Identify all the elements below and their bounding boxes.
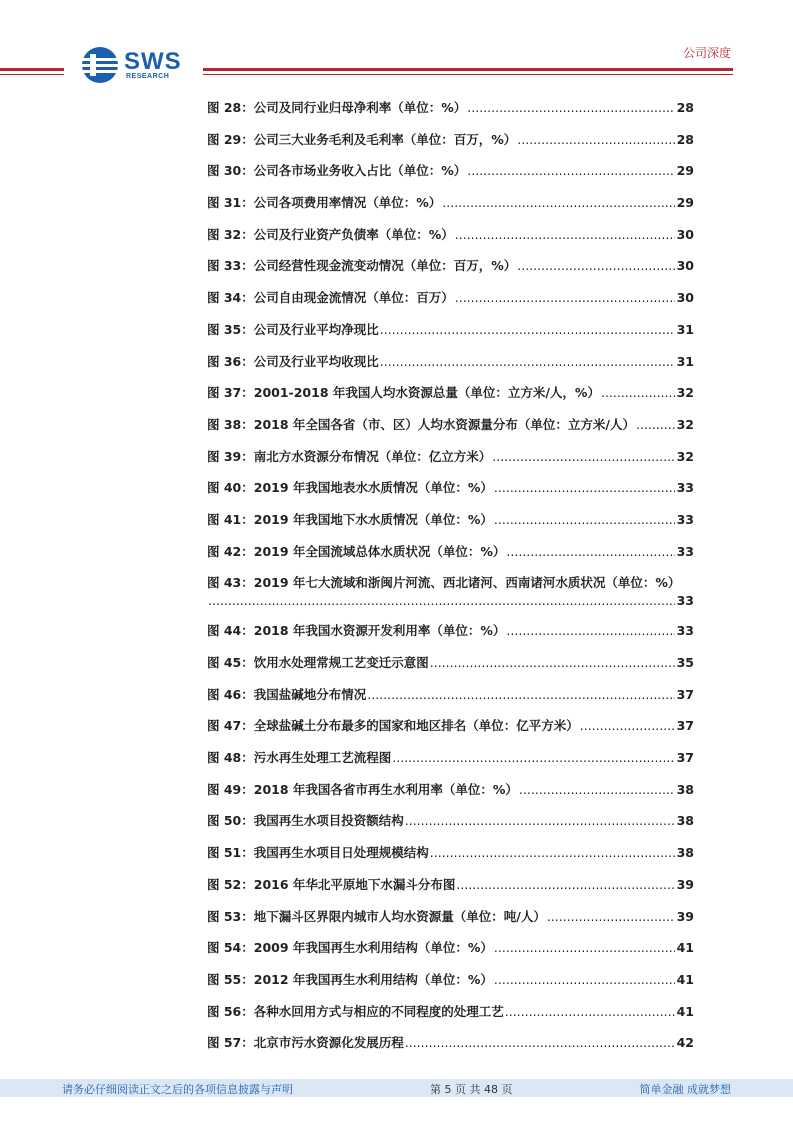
toc-entry-label: 图 37：2001-2018 年我国人均水资源总量（单位：立方米/人，%） bbox=[207, 385, 600, 401]
toc-entry-label: 图 30：公司各市场业务收入占比（单位：%） bbox=[207, 163, 467, 179]
toc-entry-page: 29 bbox=[676, 195, 694, 211]
toc-entry-label: 图 28：公司及同行业归母净利率（单位：%） bbox=[207, 100, 467, 115]
toc-entry[interactable] bbox=[207, 320, 694, 352]
toc-entry[interactable] bbox=[207, 1033, 694, 1065]
toc-entry-page: 39 bbox=[676, 908, 694, 924]
toc-entry-label: 图 35：公司及行业平均净现比 bbox=[207, 321, 379, 337]
toc-entry-page: 33 bbox=[676, 623, 694, 639]
toc-leader-dots bbox=[506, 623, 674, 638]
toc-leader-dots bbox=[405, 1035, 675, 1050]
toc-entry-page: 39 bbox=[676, 876, 694, 892]
header-rule-left bbox=[0, 68, 64, 71]
toc-entry[interactable] bbox=[207, 415, 694, 447]
toc-leader-dots bbox=[380, 322, 675, 337]
logo-text: SWS bbox=[124, 48, 182, 75]
toc-entry[interactable] bbox=[207, 843, 694, 875]
toc-entry-label: 图 33：公司经营性现金流变动情况（单位：百万，%） bbox=[207, 258, 517, 274]
toc-entry[interactable] bbox=[207, 875, 694, 907]
toc-entry-page: 41 bbox=[676, 940, 694, 956]
toc-entry-label: 图 48：污水再生处理工艺流程图 bbox=[207, 750, 392, 766]
toc-entry[interactable] bbox=[207, 193, 694, 225]
toc-entry-page: 38 bbox=[676, 845, 694, 861]
toc-entry-page: 33 bbox=[676, 593, 694, 609]
toc-entry-page: 33 bbox=[676, 543, 694, 559]
toc-entry-page: 32 bbox=[676, 416, 694, 432]
toc-entry[interactable] bbox=[207, 621, 694, 653]
toc-leader-dots bbox=[580, 718, 675, 733]
toc-entry-page: 33 bbox=[676, 511, 694, 527]
toc-leader-dots bbox=[601, 385, 675, 400]
toc-entry[interactable] bbox=[207, 780, 694, 812]
toc-entry-label: 图 43：2019 年七大流域和浙闽片河流、西北诸河、西南诸河水质状况（单位：%） bbox=[207, 575, 681, 591]
toc-entry-label: 图 50：我国再生水项目投资额结构 bbox=[207, 813, 404, 829]
header-rule-right-thin bbox=[203, 74, 733, 75]
toc-leader-dots bbox=[380, 354, 675, 369]
header-rule-right bbox=[203, 68, 733, 71]
toc-entry-page: 37 bbox=[676, 718, 694, 734]
toc-leader-dots bbox=[456, 877, 674, 892]
toc-leader-dots bbox=[547, 909, 675, 924]
toc-leader-dots bbox=[455, 290, 675, 305]
toc-entry-label: 图 42：2019 年全国流域总体水质状况（单位：%） bbox=[207, 543, 506, 559]
toc-entry[interactable] bbox=[207, 510, 694, 542]
toc-entry-label: 图 40：2019 年我国地表水水质情况（单位：%） bbox=[207, 480, 493, 496]
toc-entry[interactable] bbox=[207, 716, 694, 748]
toc-entry-label: 图 52：2016 年华北平原地下水漏斗分布图 bbox=[207, 876, 456, 892]
toc-entry-page: 41 bbox=[676, 971, 694, 987]
toc-entry-label: 图 41：2019 年我国地下水水质情况（单位：%） bbox=[207, 511, 493, 527]
toc-entry-label: 图 32：公司及行业资产负债率（单位：%） bbox=[207, 226, 454, 242]
toc-leader-dots bbox=[494, 972, 675, 987]
toc-entry-page: 35 bbox=[676, 655, 694, 670]
toc-entry-label: 图 45：饮用水处理常规工艺变迁示意图 bbox=[207, 655, 429, 670]
toc-leader-dots bbox=[506, 544, 674, 559]
toc-entry-label: 图 47：全球盐碱土分布最多的国家和地区排名（单位：亿平方米） bbox=[207, 718, 579, 734]
toc-leader-dots bbox=[208, 593, 675, 608]
toc-entry-page: 38 bbox=[676, 813, 694, 829]
toc-entry[interactable] bbox=[207, 938, 694, 970]
toc-entry-page: 29 bbox=[676, 163, 694, 179]
sws-logo-icon bbox=[80, 45, 120, 85]
toc-entry-label: 图 53：地下漏斗区界限内城市人均水资源量（单位：吨/人） bbox=[207, 908, 546, 924]
toc-entry-label: 图 46：我国盐碱地分布情况 bbox=[207, 686, 367, 702]
toc-entry[interactable] bbox=[207, 811, 694, 843]
toc-entry[interactable] bbox=[207, 478, 694, 510]
toc-entry[interactable] bbox=[207, 653, 694, 685]
toc-leader-dots bbox=[467, 163, 674, 178]
sws-logo bbox=[80, 45, 200, 85]
toc-entry[interactable] bbox=[207, 225, 694, 257]
toc-entry[interactable] bbox=[207, 542, 694, 574]
toc-entry[interactable] bbox=[207, 98, 694, 130]
toc-entry[interactable] bbox=[207, 383, 694, 415]
toc-entry[interactable] bbox=[207, 685, 694, 717]
toc-entry-page: 32 bbox=[676, 385, 694, 401]
toc-entry-label: 图 44：2018 年我国水资源开发利用率（单位：%） bbox=[207, 623, 506, 639]
section-label: 公司深度 bbox=[682, 46, 731, 60]
toc-leader-dots bbox=[517, 132, 674, 147]
toc-leader-dots bbox=[392, 750, 674, 765]
toc-entry-label: 图 39：南北方水资源分布情况（单位：亿立方米） bbox=[207, 448, 492, 464]
toc-leader-dots bbox=[494, 940, 675, 955]
toc-entry-page: 41 bbox=[676, 1003, 694, 1019]
toc-leader-dots bbox=[430, 655, 675, 670]
toc-leader-dots bbox=[430, 845, 675, 860]
toc-entry-label: 图 38：2018 年全国各省（市、区）人均水资源量分布（单位：立方米/人） bbox=[207, 416, 635, 432]
toc-entry-label: 图 34：公司自由现金流情况（单位：百万） bbox=[207, 290, 454, 306]
toc-entry[interactable] bbox=[207, 130, 694, 162]
toc-leader-dots bbox=[494, 512, 675, 527]
toc-entry-page: 30 bbox=[676, 258, 694, 274]
toc-leader-dots bbox=[367, 687, 674, 702]
toc-leader-dots bbox=[467, 100, 674, 115]
footer-page-info: 第 5 页 共 48 页 bbox=[430, 1083, 513, 1096]
toc-entry-label: 图 29：公司三大业务毛利及毛利率（单位：百万，%） bbox=[207, 131, 517, 147]
toc-entry[interactable] bbox=[207, 256, 694, 288]
logo-subtext: RESEARCH bbox=[126, 73, 170, 80]
toc-entry[interactable] bbox=[207, 748, 694, 780]
toc-leader-dots bbox=[505, 1004, 675, 1019]
footer-disclaimer: 请务必仔细阅读正文之后的各项信息披露与声明 bbox=[62, 1083, 293, 1096]
toc-entry[interactable] bbox=[207, 907, 694, 939]
toc-entry-label: 图 49：2018 年我国各省市再生水利用率（单位：%） bbox=[207, 781, 518, 797]
toc-leader-dots bbox=[519, 782, 675, 797]
toc-entry-label: 图 55：2012 年我国再生水利用结构（单位：%） bbox=[207, 971, 493, 987]
toc-leader-dots bbox=[492, 449, 674, 464]
toc-entry-label: 图 36：公司及行业平均收现比 bbox=[207, 353, 379, 369]
toc-entry-page: 30 bbox=[676, 290, 694, 306]
toc-entry-page: 28 bbox=[676, 131, 694, 147]
toc-entry[interactable] bbox=[207, 447, 694, 479]
toc-entry-page: 42 bbox=[676, 1035, 694, 1051]
toc-entry[interactable] bbox=[207, 970, 694, 1002]
toc-entry-page: 31 bbox=[676, 353, 694, 369]
toc-entry-page: 30 bbox=[676, 226, 694, 242]
toc-leader-dots bbox=[517, 258, 674, 273]
toc-entry[interactable] bbox=[207, 573, 694, 615]
toc-entry-page: 31 bbox=[676, 321, 694, 337]
toc-leader-dots bbox=[455, 227, 675, 242]
toc-entry-label: 图 57：北京市污水资源化发展历程 bbox=[207, 1035, 404, 1051]
figure-index-list bbox=[207, 98, 694, 1065]
toc-entry-page: 38 bbox=[676, 781, 694, 797]
toc-leader-dots bbox=[405, 813, 675, 828]
toc-leader-dots bbox=[494, 480, 675, 495]
toc-entry[interactable] bbox=[207, 288, 694, 320]
toc-entry[interactable] bbox=[207, 161, 694, 193]
toc-entry-label: 图 31：公司各项费用率情况（单位：%） bbox=[207, 195, 442, 211]
toc-entry-page: 37 bbox=[676, 686, 694, 702]
toc-entry-label: 图 51：我国再生水项目日处理规模结构 bbox=[207, 845, 429, 861]
toc-entry-page: 32 bbox=[676, 448, 694, 464]
toc-entry-label: 图 56：各种水回用方式与相应的不同程度的处理工艺 bbox=[207, 1003, 504, 1019]
header-rule-left-thin bbox=[0, 74, 64, 75]
toc-entry-page: 33 bbox=[676, 480, 694, 496]
toc-entry-page: 37 bbox=[676, 750, 694, 766]
toc-leader-dots bbox=[442, 195, 674, 210]
footer-slogan: 简单金融 成就梦想 bbox=[639, 1083, 731, 1096]
toc-entry[interactable] bbox=[207, 1002, 694, 1034]
toc-entry-page: 28 bbox=[676, 100, 694, 115]
toc-entry[interactable] bbox=[207, 352, 694, 384]
toc-entry-label: 图 54：2009 年我国再生水利用结构（单位：%） bbox=[207, 940, 493, 956]
toc-leader-dots bbox=[636, 417, 675, 432]
